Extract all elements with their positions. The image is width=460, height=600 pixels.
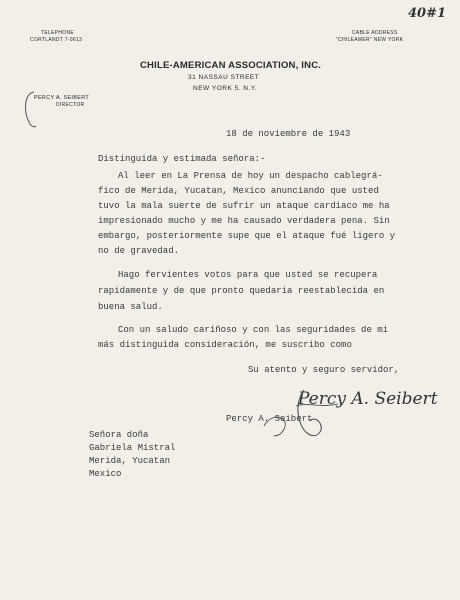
body-line: no de gravedad. xyxy=(98,246,180,256)
body-line: Con un saludo cariñoso y con las seguridades de mi xyxy=(118,325,389,335)
telephone-label: TELEPHONE xyxy=(41,30,74,36)
director-flourish xyxy=(22,90,38,130)
body-line: buena salud. xyxy=(98,302,163,312)
recipient-line: Mexico xyxy=(89,469,122,479)
body-line: rapidamente y de que pronto quedaria reestablecida en xyxy=(98,286,385,296)
signature-script: Percy A. Seibert xyxy=(298,389,438,409)
cable-address: "CHILEAMER" NEW YORK xyxy=(336,37,404,43)
city-address: NEW YORK 5. N.Y. xyxy=(193,85,258,92)
organization-name: CHILE-AMERICAN ASSOCIATION, INC. xyxy=(140,60,322,71)
telephone-number: CORTLANDT 7-0613 xyxy=(30,37,83,43)
body-line: fico de Merida, Yucatan, Mexico anunciando que usted xyxy=(98,186,379,196)
street-address: 31 NASSAU STREET xyxy=(188,74,260,81)
director-name: PERCY A. SEIBERT xyxy=(34,95,90,101)
body-line: embargo, posteriormente supe que el ataque fué ligero y xyxy=(98,231,396,241)
signature xyxy=(248,376,438,446)
body-line: Al leer en La Prensa de hoy un despacho cablegrá- xyxy=(118,171,383,181)
recipient-line: Gabriela Mistral xyxy=(89,443,176,453)
recipient-line: Merida, Yucatan xyxy=(89,456,171,466)
signer-name: Percy A. Seibert xyxy=(226,414,313,424)
director-title: DIRECTOR xyxy=(56,102,85,108)
body-line: impresionado mucho y me ha causado verdadera pena. Sin xyxy=(98,216,390,226)
recipient-line: Señora doña xyxy=(89,430,149,440)
body-line: tuvo la mala suerte de sufrir un ataque cardiaco me ha xyxy=(98,201,390,211)
body-line: Hago fervientes votos para que usted se recupera xyxy=(118,270,378,280)
cable-label: CABLE ADDRESS xyxy=(352,30,398,36)
closing: Su atento y seguro servidor, xyxy=(248,365,400,375)
salutation: Distinguida y estimada señora:- xyxy=(98,154,266,164)
letter-date: 18 de noviembre de 1943 xyxy=(226,129,351,139)
body-line: más distinguida consideración, me suscribo como xyxy=(98,340,352,350)
archive-number: 40#1 xyxy=(408,6,447,21)
